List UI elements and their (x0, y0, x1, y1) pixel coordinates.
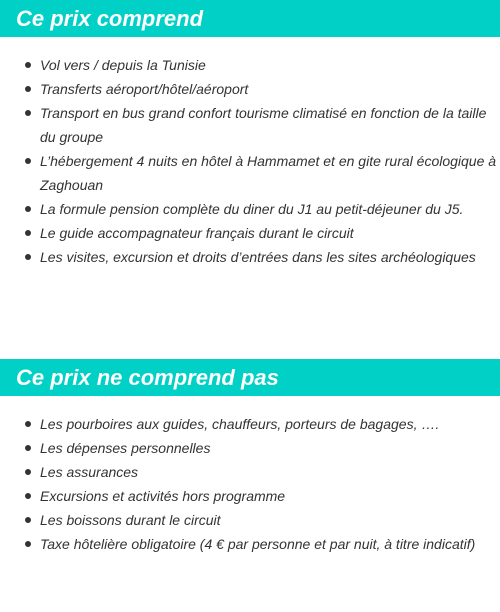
list-item (0, 221, 500, 245)
list-item-text: Les dépenses personnelles (40, 440, 211, 456)
included-heading: Ce prix comprend (0, 0, 500, 37)
excluded-section (0, 359, 500, 556)
list-item (0, 101, 500, 149)
bullet-icon (25, 541, 31, 547)
list-item (0, 53, 500, 77)
excluded-heading: Ce prix ne comprend pas (0, 359, 500, 396)
list-item-text: Les visites, excursion et droits d’entrées dans les sites archéologiques (40, 249, 476, 265)
bullet-icon (25, 158, 31, 164)
list-item (0, 149, 500, 197)
list-item-text: Les assurances (40, 464, 139, 480)
list-item-text: Taxe hôtelière obligatoire (4 € par personne et par nuit, à titre indicatif) (40, 536, 476, 552)
bullet-icon (25, 445, 31, 451)
list-item (0, 484, 500, 508)
list-item (0, 436, 500, 460)
list-item-text: Transport en bus grand confort tourisme climatisé en fonction de la taille du groupe (40, 105, 487, 145)
list-item-text: La formule pension complète du diner du J1 au petit-déjeuner du J5. (40, 201, 464, 217)
excluded-list (0, 412, 500, 556)
list-item (0, 412, 500, 436)
list-item (0, 460, 500, 484)
bullet-icon (25, 110, 31, 116)
list-item-text: L’hébergement 4 nuits en hôtel à Hammamet et en gite rural écologique à Zaghouan (40, 153, 497, 193)
bullet-icon (25, 469, 31, 475)
bullet-icon (25, 206, 31, 212)
included-list (0, 53, 500, 269)
bullet-icon (25, 493, 31, 499)
bullet-icon (25, 254, 31, 260)
list-item (0, 197, 500, 221)
bullet-icon (25, 517, 31, 523)
list-item (0, 532, 500, 556)
list-item-text: Les boissons durant le circuit (40, 512, 221, 528)
list-item-text: Le guide accompagnateur français durant le circuit (40, 225, 354, 241)
bullet-icon (25, 230, 31, 236)
list-item-text: Transferts aéroport/hôtel/aéroport (40, 81, 249, 97)
bullet-icon (25, 62, 31, 68)
list-item (0, 508, 500, 532)
list-item (0, 77, 500, 101)
bullet-icon (25, 86, 31, 92)
list-item-text: Excursions et activités hors programme (40, 488, 286, 504)
bullet-icon (25, 421, 31, 427)
list-item-text: Vol vers / depuis la Tunisie (40, 57, 206, 73)
list-item-text: Les pourboires aux guides, chauffeurs, porteurs de bagages, …. (40, 416, 440, 432)
list-item (0, 245, 500, 269)
included-section (0, 0, 500, 269)
